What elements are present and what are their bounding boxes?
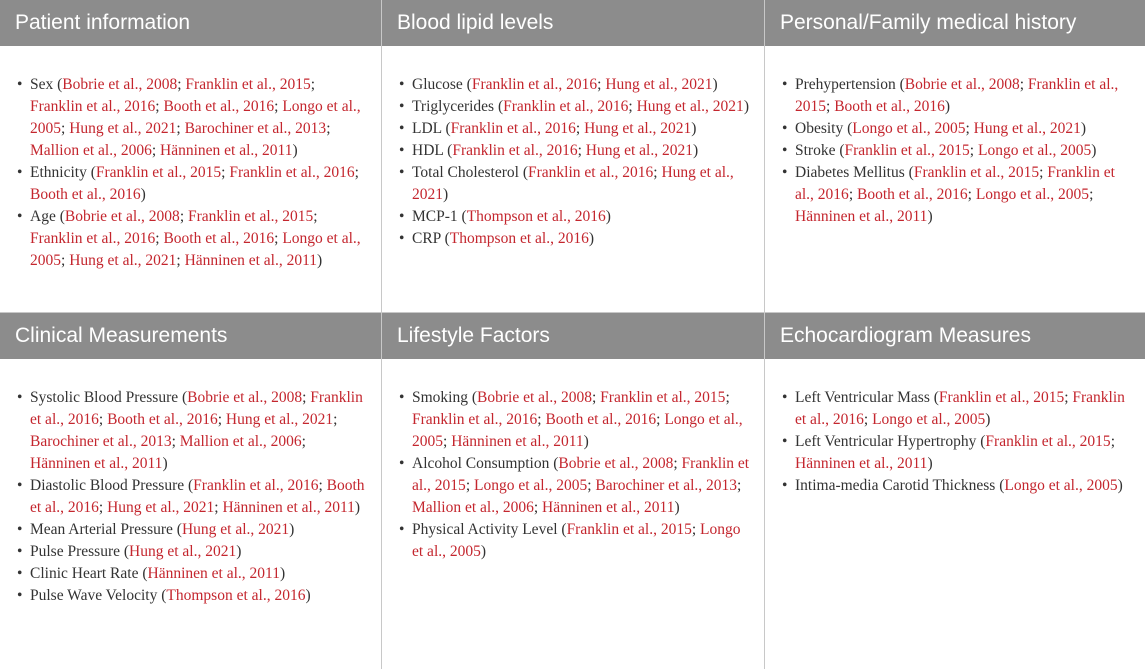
cell-blood-lipid-levels	[382, 0, 764, 312]
citation-link[interactable]: Booth et al., 2016	[163, 98, 275, 115]
citation-link[interactable]: Franklin et al., 2015	[913, 164, 1040, 181]
factor-label: Alcohol Consumption	[412, 455, 550, 472]
cell-heading: Clinical Measurements	[0, 313, 381, 359]
factor-label: Age	[30, 208, 56, 225]
factor-label: Diabetes Mellitus	[795, 164, 905, 181]
citation-link[interactable]: Franklin et al., 2015	[844, 142, 970, 159]
citation-link[interactable]: Bobrie et al., 2008	[904, 76, 1020, 93]
citation-link[interactable]: Hung et al., 2021	[129, 543, 237, 560]
factor-label: Obesity	[795, 120, 844, 137]
factor-item: • HDL (Franklin et al., 2016; Hung et al., 2021)	[412, 140, 750, 162]
factor-label: Glucose	[412, 76, 463, 93]
factor-label: Pulse Pressure	[30, 543, 120, 560]
citation-link[interactable]: Franklin et al., 2015	[600, 389, 726, 406]
citation-link[interactable]: Franklin et al., 2016	[30, 230, 156, 247]
factor-label: Ethnicity	[30, 164, 87, 181]
factor-item: • Triglycerides (Franklin et al., 2016; Hung et al., 2021)	[412, 96, 750, 118]
citation-link[interactable]: Booth et al., 2016	[30, 186, 141, 203]
citation-link[interactable]: Franklin et al., 2016	[503, 98, 629, 115]
factor-label: Triglycerides	[412, 98, 495, 115]
citation-link[interactable]: Barochiner et al., 2013	[595, 477, 738, 494]
citation-link[interactable]: Hänninen et al., 2011	[795, 208, 928, 225]
citation-link[interactable]: Franklin et al., 2016	[30, 98, 156, 115]
citation-link[interactable]: Hung et al., 2021	[225, 411, 334, 428]
factor-label: Mean Arterial Pressure	[30, 521, 173, 538]
factor-item: • Age (Bobrie et al., 2008; Franklin et al., 2015; Franklin et al., 2016; Booth et al., 2016; Longo et al., 2005; Hung et al., 2021; Hänninen et al., 2011)	[30, 206, 367, 272]
cell-personal-family-medical-history	[765, 0, 1145, 312]
citation-link[interactable]: Hänninen et al., 2011	[147, 565, 280, 582]
citation-link[interactable]: Longo et al., 2005	[30, 230, 361, 269]
factor-label: Systolic Blood Pressure	[30, 389, 179, 406]
factor-list	[765, 359, 1145, 497]
citation-link[interactable]: Hänninen et al., 2011	[30, 455, 163, 472]
citation-link[interactable]: Mallion et al., 2006	[179, 433, 302, 450]
citation-link[interactable]: Franklin et al., 2016	[471, 76, 598, 93]
citation-link[interactable]: Franklin et al., 2016	[229, 164, 355, 181]
citation-link[interactable]: Hänninen et al., 2011	[222, 499, 355, 516]
citation-link[interactable]: Mallion et al., 2006	[412, 499, 534, 516]
factor-item: • Glucose (Franklin et al., 2016; Hung et al., 2021)	[412, 74, 750, 96]
citation-link[interactable]: Longo et al., 2005	[872, 411, 986, 428]
factor-label: Intima-media Carotid Thickness	[795, 477, 996, 494]
citation-link[interactable]: Hänninen et al., 2011	[184, 252, 318, 269]
citation-link[interactable]: Franklin et al., 2016	[450, 120, 576, 137]
citation-link[interactable]: Hung et al., 2021	[636, 98, 744, 115]
factor-item: • Total Cholesterol (Franklin et al., 2016; Hung et al., 2021)	[412, 162, 750, 206]
factor-item: • Diabetes Mellitus (Franklin et al., 2015; Franklin et al., 2016; Booth et al., 2016; Longo et al., 2005; Hänninen et al., 2011)	[795, 162, 1133, 228]
factor-item: • Smoking (Bobrie et al., 2008; Franklin et al., 2015; Franklin et al., 2016; Booth et al., 2016; Longo et al., 2005; Hänninen et al., 2011)	[412, 387, 750, 453]
factor-label: Smoking	[412, 389, 468, 406]
citation-link[interactable]: Franklin et al., 2016	[412, 411, 538, 428]
citation-link[interactable]: Franklin et al., 2015	[985, 433, 1111, 450]
cell-heading: Personal/Family medical history	[765, 0, 1145, 46]
factor-label: Total Cholesterol	[412, 164, 519, 181]
factor-item: • Mean Arterial Pressure (Hung et al., 2021)	[30, 519, 367, 541]
citation-link[interactable]: Longo et al., 2005	[975, 186, 1090, 203]
factor-item: • Clinic Heart Rate (Hänninen et al., 2011)	[30, 563, 367, 585]
citation-link[interactable]: Hänninen et al., 2011	[451, 433, 584, 450]
factor-label: Prehypertension	[795, 76, 896, 93]
factor-item: • Diastolic Blood Pressure (Franklin et al., 2016; Booth et al., 2016; Hung et al., 2021; Hänninen et al., 2011)	[30, 475, 367, 519]
citation-link[interactable]: Longo et al., 2005	[412, 411, 743, 450]
factor-item: • Pulse Wave Velocity (Thompson et al., 2016)	[30, 585, 367, 607]
factor-item: • Sex (Bobrie et al., 2008; Franklin et al., 2015; Franklin et al., 2016; Booth et al., 2016; Longo et al., 2005; Hung et al., 2021; Barochiner et al., 2013; Mallion et al., 2006; Hänninen et al., 2011)	[30, 74, 367, 162]
citation-link[interactable]: Franklin et al., 2016	[795, 164, 1115, 203]
cell-heading: Blood lipid levels	[382, 0, 764, 46]
citation-link[interactable]: Franklin et al., 2015	[185, 76, 311, 93]
citation-link[interactable]: Longo et al., 2005	[977, 142, 1092, 159]
citation-link[interactable]: Bobrie et al., 2008	[62, 76, 178, 93]
citation-link[interactable]: Hänninen et al., 2011	[160, 142, 293, 159]
factor-item: • Left Ventricular Hypertrophy (Franklin et al., 2015; Hänninen et al., 2011)	[795, 431, 1133, 475]
citation-link[interactable]: Franklin et al., 2015	[412, 455, 750, 494]
citation-link[interactable]: Hung et al., 2021	[973, 120, 1081, 137]
factor-item: • Intima-media Carotid Thickness (Longo et al., 2005)	[795, 475, 1133, 497]
citation-link[interactable]: Hung et al., 2021	[69, 252, 177, 269]
factor-list	[382, 46, 764, 250]
citation-link[interactable]: Longo et al., 2005	[412, 521, 741, 560]
citation-link[interactable]: Booth et al., 2016	[834, 98, 945, 115]
factor-list	[765, 46, 1145, 228]
factor-label: Left Ventricular Mass	[795, 389, 930, 406]
citation-link[interactable]: Booth et al., 2016	[30, 477, 365, 516]
cell-clinical-measurements	[0, 312, 381, 669]
citation-link[interactable]: Thompson et al., 2016	[166, 587, 306, 604]
citation-link[interactable]: Hung et al., 2021	[181, 521, 290, 538]
factor-list	[0, 359, 381, 607]
citation-link[interactable]: Franklin et al., 2016	[795, 389, 1125, 428]
factor-item: • Obesity (Longo et al., 2005; Hung et al., 2021)	[795, 118, 1133, 140]
factor-label: Stroke	[795, 142, 836, 159]
cell-heading: Patient information	[0, 0, 381, 46]
citation-link[interactable]: Thompson et al., 2016	[449, 230, 589, 247]
factor-item: • Left Ventricular Mass (Franklin et al., 2015; Franklin et al., 2016; Longo et al., 2005)	[795, 387, 1133, 431]
citation-link[interactable]: Franklin et al., 2016	[452, 142, 578, 159]
citation-link[interactable]: Franklin et al., 2015	[795, 76, 1119, 115]
factor-item: • Pulse Pressure (Hung et al., 2021)	[30, 541, 367, 563]
factor-label: HDL	[412, 142, 444, 159]
citation-link[interactable]: Bobrie et al., 2008	[477, 389, 592, 406]
factor-label: CRP	[412, 230, 441, 247]
factor-label: LDL	[412, 120, 442, 137]
citation-link[interactable]: Longo et al., 2005	[1004, 477, 1118, 494]
cell-echocardiogram-measures	[765, 312, 1145, 669]
citation-link[interactable]: Booth et al., 2016	[857, 186, 968, 203]
citation-link[interactable]: Booth et al., 2016	[163, 230, 275, 247]
citation-link[interactable]: Hänninen et al., 2011	[795, 455, 928, 472]
citation-link[interactable]: Franklin et al., 2015	[566, 521, 692, 538]
citation-link[interactable]: Hung et al., 2021	[412, 164, 734, 203]
citation-link[interactable]: Longo et al., 2005	[474, 477, 588, 494]
factor-label: Diastolic Blood Pressure	[30, 477, 185, 494]
citation-link[interactable]: Franklin et al., 2016	[30, 389, 363, 428]
factor-item: • Ethnicity (Franklin et al., 2015; Franklin et al., 2016; Booth et al., 2016)	[30, 162, 367, 206]
factor-label: Pulse Wave Velocity	[30, 587, 158, 604]
citation-link[interactable]: Franklin et al., 2015	[188, 208, 314, 225]
factor-item: • Stroke (Franklin et al., 2015; Longo et al., 2005)	[795, 140, 1133, 162]
factor-item: • CRP (Thompson et al., 2016)	[412, 228, 750, 250]
citation-link[interactable]: Bobrie et al., 2008	[558, 455, 674, 472]
factor-label: Sex	[30, 76, 54, 93]
citation-link[interactable]: Bobrie et al., 2008	[187, 389, 303, 406]
cell-heading: Echocardiogram Measures	[765, 313, 1145, 359]
factor-item: • Prehypertension (Bobrie et al., 2008; Franklin et al., 2015; Booth et al., 2016)	[795, 74, 1133, 118]
citation-link[interactable]: Hänninen et al., 2011	[542, 499, 675, 516]
factor-item: • Alcohol Consumption (Bobrie et al., 2008; Franklin et al., 2015; Longo et al., 2005; Barochiner et al., 2013; Mallion et al., 2006; Hänninen et al., 2011)	[412, 453, 750, 519]
citation-link[interactable]: Hung et al., 2021	[585, 142, 693, 159]
factor-label: MCP-1	[412, 208, 458, 225]
citation-link[interactable]: Booth et al., 2016	[107, 411, 218, 428]
factor-label: Left Ventricular Hypertrophy	[795, 433, 977, 450]
citation-link[interactable]: Thompson et al., 2016	[466, 208, 606, 225]
citation-link[interactable]: Hung et al., 2021	[584, 120, 692, 137]
citation-link[interactable]: Franklin et al., 2015	[95, 164, 222, 181]
citation-link[interactable]: Barochiner et al., 2013	[30, 433, 172, 450]
citation-link[interactable]: Mallion et al., 2006	[30, 142, 152, 159]
citation-link[interactable]: Longo et al., 2005	[30, 98, 361, 137]
citation-link[interactable]: Booth et al., 2016	[545, 411, 657, 428]
factor-list	[382, 359, 764, 563]
cell-patient-information	[0, 0, 381, 312]
citation-link[interactable]: Franklin et al., 2016	[193, 477, 319, 494]
citation-link[interactable]: Bobrie et al., 2008	[64, 208, 180, 225]
cell-heading: Lifestyle Factors	[382, 313, 764, 359]
factor-label: Clinic Heart Rate	[30, 565, 139, 582]
citation-link[interactable]: Franklin et al., 2016	[528, 164, 654, 181]
cell-lifestyle-factors	[382, 312, 764, 669]
factor-item: • LDL (Franklin et al., 2016; Hung et al., 2021)	[412, 118, 750, 140]
factor-item: • MCP-1 (Thompson et al., 2016)	[412, 206, 750, 228]
factor-item: • Systolic Blood Pressure (Bobrie et al., 2008; Franklin et al., 2016; Booth et al., 2016; Hung et al., 2021; Barochiner et al., 2013; Mallion et al., 2006; Hänninen et al., 2011)	[30, 387, 367, 475]
citation-link[interactable]: Hung et al., 2021	[69, 120, 177, 137]
citation-link[interactable]: Hung et al., 2021	[107, 499, 215, 516]
citation-link[interactable]: Franklin et al., 2015	[938, 389, 1065, 406]
citation-link[interactable]: Hung et al., 2021	[605, 76, 713, 93]
citation-link[interactable]: Barochiner et al., 2013	[184, 120, 327, 137]
citation-link[interactable]: Longo et al., 2005	[852, 120, 966, 137]
factor-item: • Physical Activity Level (Franklin et al., 2015; Longo et al., 2005)	[412, 519, 750, 563]
factor-list	[0, 46, 381, 272]
factor-label: Physical Activity Level	[412, 521, 558, 538]
